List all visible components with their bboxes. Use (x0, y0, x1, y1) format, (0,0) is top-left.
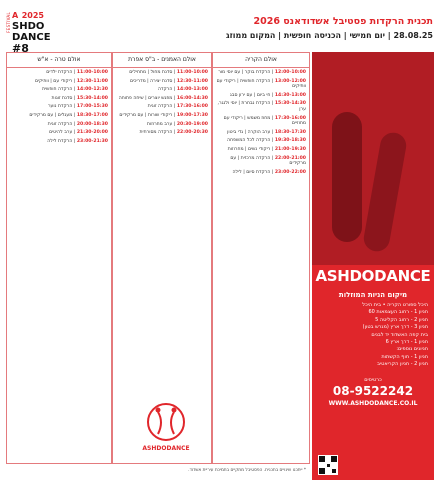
event-item: 14:00-12:30 | הרקדה חופשית (42, 87, 108, 93)
event-item: 21:00-19:30 | ריקודי נשים | מחרוזות (227, 146, 306, 152)
website-link[interactable]: WWW.ASHDODANCE.CO.IL (328, 399, 418, 407)
event-item: 19:30-18:30 | הרקדה לכל המשפחה (227, 138, 306, 144)
logo-line-2: SHDO (12, 21, 45, 32)
ashdodance-center-logo (128, 400, 204, 460)
column-events (7, 68, 111, 149)
event-item: 14:30-13:00 | חי ביום | עם ירון סבג (229, 92, 306, 98)
venue-line: חניון 1 - רחוב העצמאות 60 (368, 309, 428, 316)
logo-line-1 (12, 10, 44, 21)
center-logo-word: ASHDODANCE (142, 445, 190, 452)
venue-line: היכל ספורט הקריה • בית היכל (362, 302, 428, 308)
event-item: 12:00-10:00 | הרקדת בוקר | עם יוסי מור (218, 70, 306, 75)
event-item: 17:00-15:30 | הרקדת נוער (47, 104, 108, 110)
event-item: 15:30-14:00 | סדנת זוגות (51, 95, 108, 101)
brand-banner: ASHDODANCE (312, 265, 434, 287)
phone-number[interactable]: 08-9522242 (332, 383, 414, 398)
venue-line: חניון 1 - דרך ארץ 6 (385, 339, 428, 346)
logo-a: A (12, 11, 19, 20)
event-item: 14:00-13:00 | הרקדה (158, 87, 208, 93)
schedule-column-tera (6, 52, 112, 464)
festival-logo (6, 10, 66, 55)
qr-code-icon[interactable] (318, 455, 338, 475)
event-item: 17:30-16:00 | מחוז משמש | ריקודי עם מחוזיים (223, 115, 306, 127)
column-header: אולם טרה - א"ש (7, 53, 111, 68)
venue-title: מיקום הניות המוזלות (338, 291, 408, 299)
column-header: אולם האמנים - ב"ס אפרת (113, 53, 211, 68)
dancers-photo (312, 52, 434, 265)
venue-line: חניון 2 - רחוב הקליטה 5 (375, 316, 428, 323)
column-events (213, 68, 309, 180)
event-item: 18:30-17:00 | מעגלים | עם מרקידים (29, 112, 108, 118)
page-subtitle: 28.08.25 | יום חמישי | הכניסה חופשית | המקום ממוזג (226, 31, 433, 40)
venue-lines (312, 299, 434, 369)
logo-year: 2025 (21, 11, 44, 20)
event-item: 23:00-22:00 | הרקדת סיום | לילה (232, 169, 306, 175)
event-item: 21:30-20:00 | ערב להיטים (49, 130, 108, 136)
schedule-column-kirya (212, 52, 310, 464)
phone-label: כרטיסים (364, 376, 382, 383)
column-events (113, 68, 211, 141)
dancer-figure (362, 131, 408, 254)
event-item: 20:30-19:00 | ערב מחרוזות (146, 121, 208, 127)
footnote: * ייתכנו שינויים בתכנית. הפסטיבל מתקיים בתמיכת עיריית אשדוד. (188, 468, 306, 473)
page-title: תכנית הרקדות פסטיבל אשדודאנס 2026 (253, 16, 433, 27)
column-header: אולם הקריה (213, 53, 309, 68)
event-item: 17:30-16:00 | הרקדה זוגית (147, 104, 208, 110)
event-item: 18:30-17:30 | ערב הוקרה | גדי ביטון (227, 129, 306, 135)
event-item: 15:30-14:30 | הרקדת נבחרת | יוסי ולנגר, ערן (217, 101, 306, 112)
venue-line: חניון 3 - דרך ארץ (מגרש בטון) (362, 324, 428, 331)
event-item: 12:30-11:00 | ריקודי עם | וותיקים (34, 78, 108, 84)
venue-line: חניונים נוספים: (396, 346, 428, 353)
venue-info (312, 287, 434, 480)
event-item: 19:00-17:30 | ריקודי שורות | עם מרקידים (119, 112, 208, 118)
dancer-figure (332, 112, 362, 242)
event-item: 11:00-10:00 | סדנת מחול | מתחילים (129, 70, 208, 75)
event-item: 22:00-20:30 | הרקדה מסורתית (139, 130, 208, 136)
event-item: 16:00-14:30 | מפגש יוצרים | שיחה פתוחה (118, 95, 208, 101)
event-item: 23:00-21:30 | הרקדת לילה (47, 138, 108, 144)
logo-edition: #8 (12, 42, 29, 55)
venue-line: חניון 1 - חוף הקשתות (381, 353, 428, 360)
logo-festival-text: FESTIVAL (6, 12, 11, 33)
logo-dance: DANCE (12, 32, 51, 43)
event-item: 22:00-21:00 | הרקדה מרכזית | עם מרקידים (230, 155, 306, 167)
venue-line: בית קפה האשדוד יד לבנים (371, 331, 428, 338)
event-item: 20:00-18:30 | הרקדה זוגית (47, 121, 108, 127)
dancers-icon (128, 400, 204, 445)
event-item: 11:00-10:00 | הרקדת ילדים (46, 70, 108, 75)
event-item: 12:30-11:00 | סדנת יצירה | מדריכים (129, 78, 208, 84)
event-item: 13:00-12:00 | הרקדה חופשית | ריקודי עם וותיקים (216, 78, 306, 90)
venue-line: חניון 2 - חניון הקריאטיב (377, 361, 428, 368)
